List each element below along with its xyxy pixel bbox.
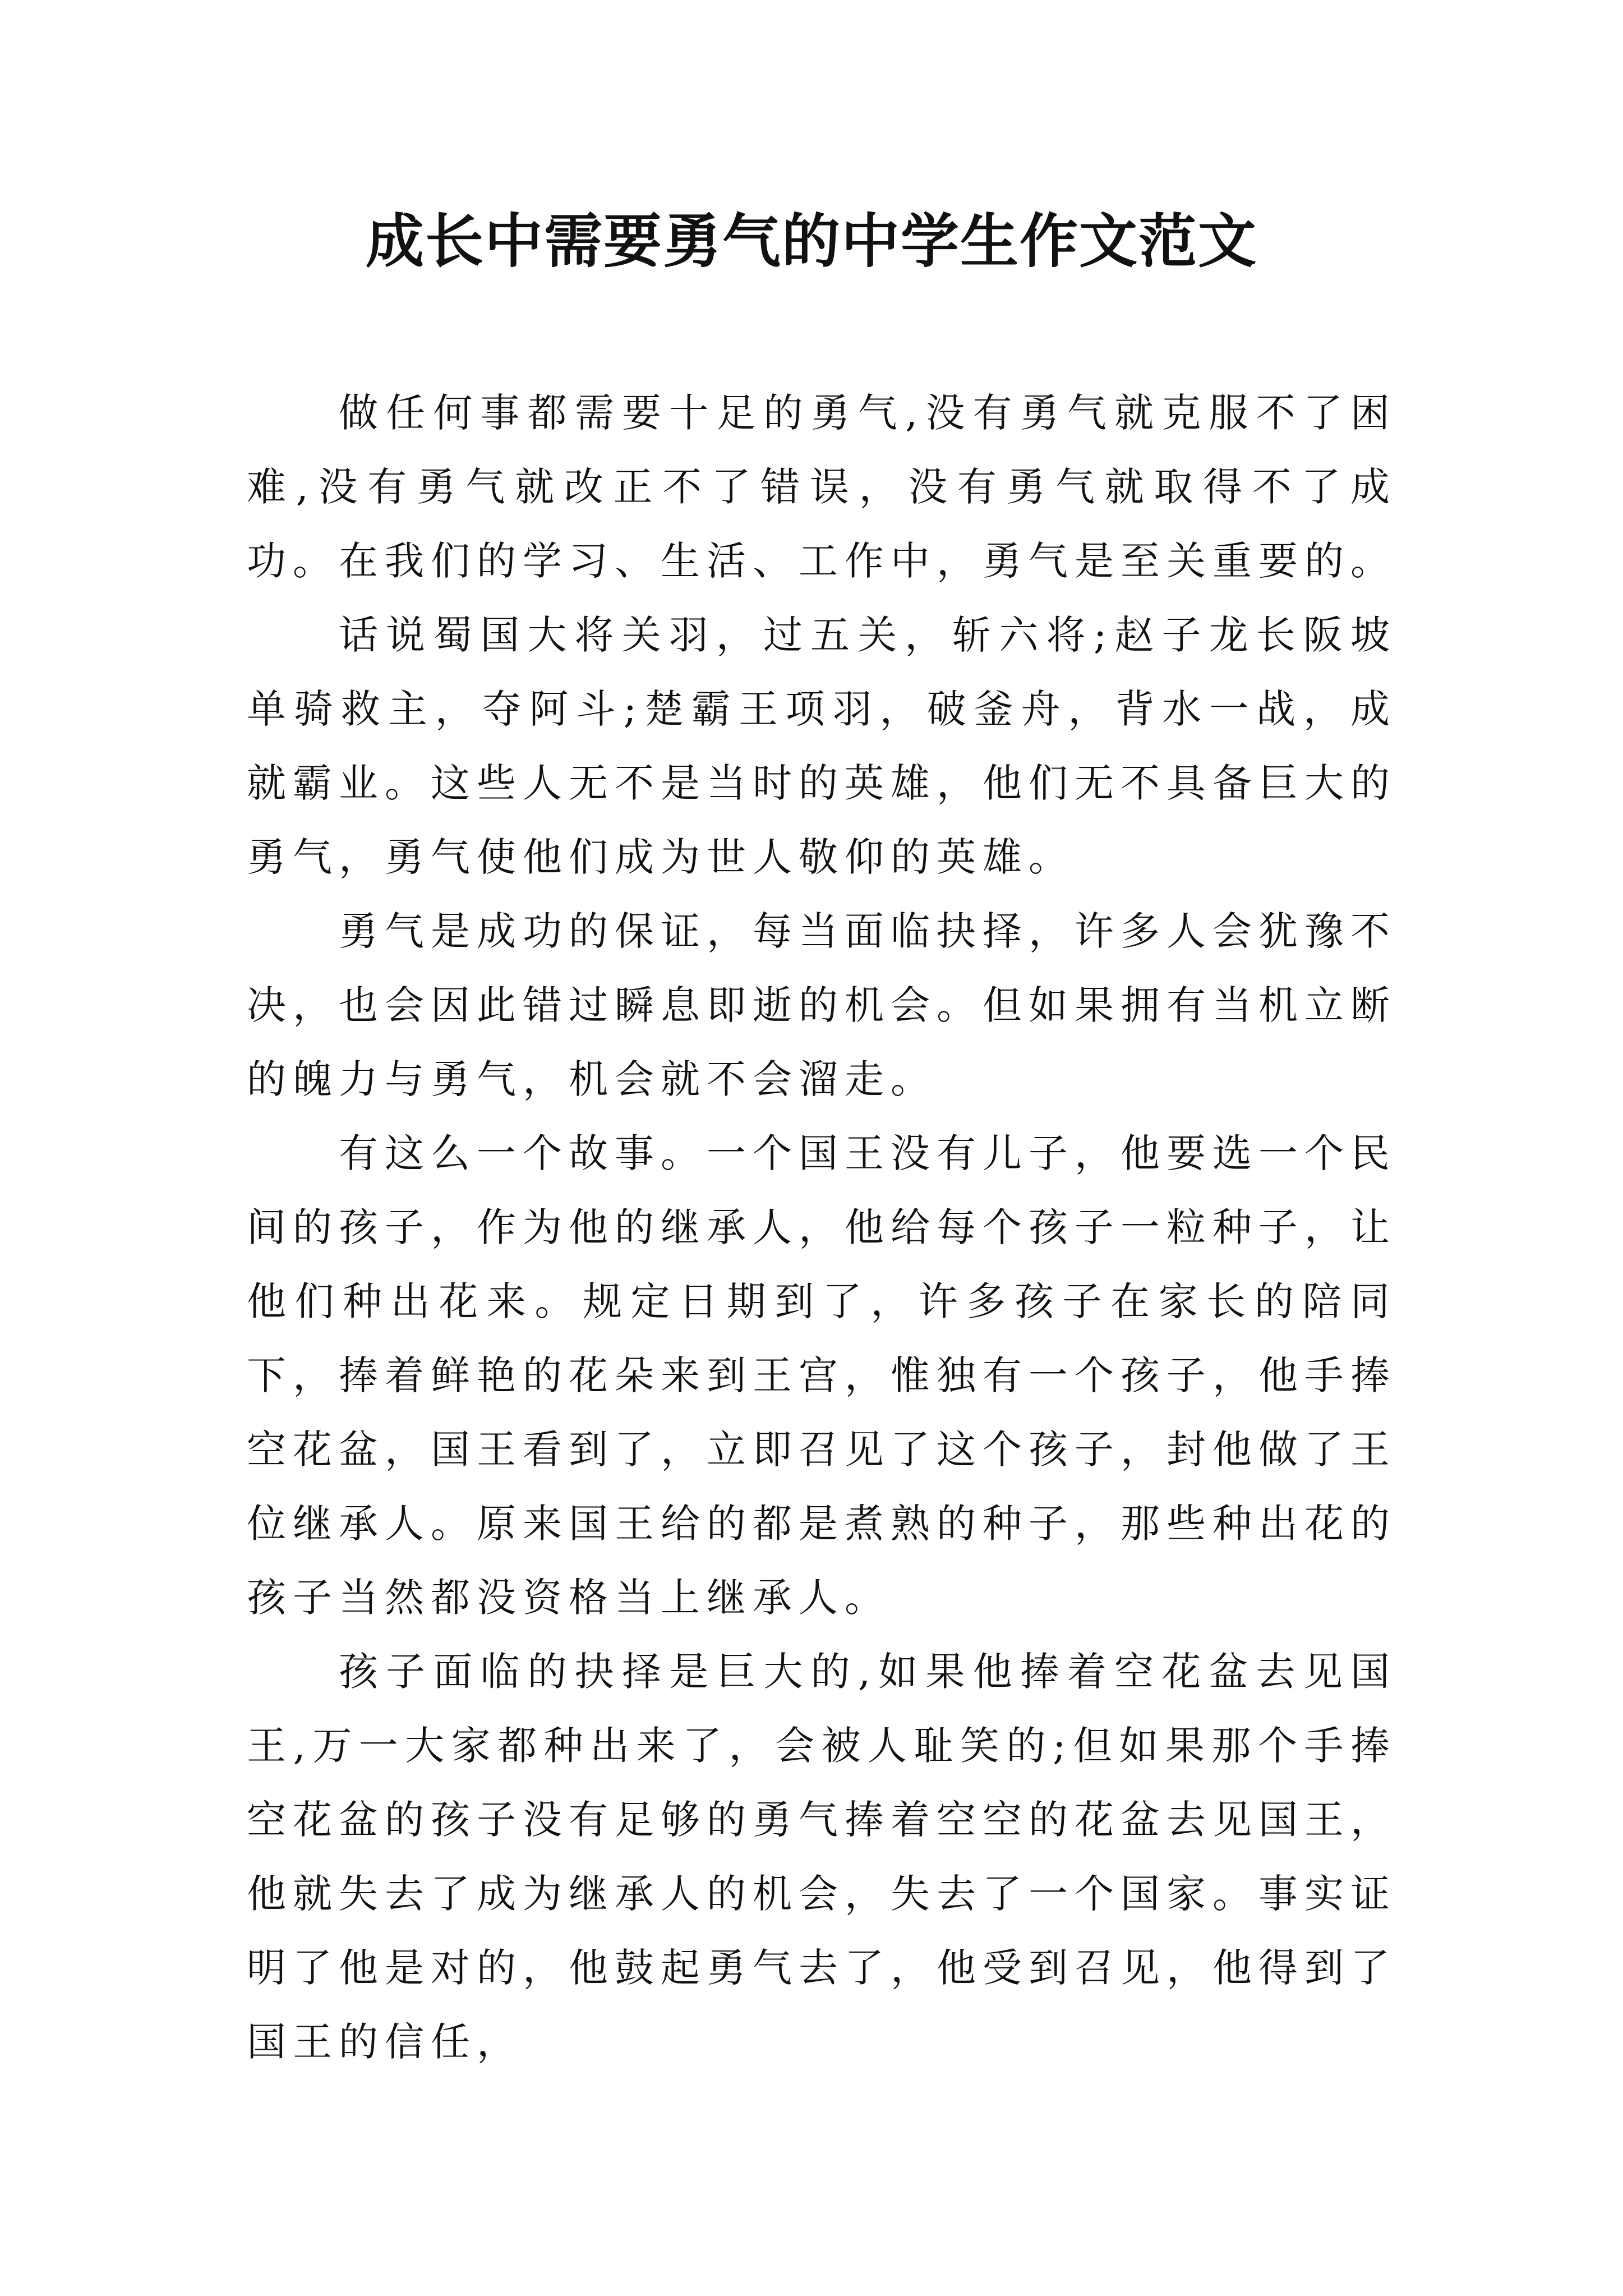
paragraph-4: 有这么一个故事。一个国王没有儿子，他要选一个民间的孩子，作为他的继承人，他给每个孩子一粒种子，让他们种出花来。规定日期到了，许多孩子在家长的陪同下，捧着鲜艳的花朵来到王宫，惟独有一个孩子，他手捧空花盆，国王看到了，立即召见了这个孩子，封他做了王位继承人。原来国王给的都是煮熟的种子，那些种出花的孩子当然都没资格当上继承人。 — [247, 1130, 1396, 1621]
paragraph-1: 做任何事都需要十足的勇气,没有勇气就克服不了困难,没有勇气就改正不了错误，没有勇气就取得不了成功。在我们的学习、生活、工作中，勇气是至关重要的。 — [247, 390, 1396, 584]
paragraph-2: 话说蜀国大将关羽，过五关，斩六将;赵子龙长阪坡单骑救主，夺阿斗;楚霸王项羽，破釜舟，背水一战，成就霸业。这些人无不是当时的英雄，他们无不具备巨大的勇气，勇气使他们成为世人敬仰的英雄。 — [247, 612, 1396, 880]
paragraph-5: 孩子面临的抉择是巨大的,如果他捧着空花盆去见国王,万一大家都种出来了，会被人耻笑的;但如果那个手捧空花盆的孩子没有足够的勇气捧着空空的花盆去见国王，他就失去了成为继承人的机会，失去了一个国家。事实证明了他是对的，他鼓起勇气去了，他受到召见，他得到了国王的信任， — [247, 1649, 1396, 2065]
paragraph-3: 勇气是成功的保证，每当面临抉择，许多人会犹豫不决，也会因此错过瞬息即逝的机会。但如果拥有当机立断的魄力与勇气，机会就不会溜走。 — [247, 908, 1396, 1102]
document-title: 成长中需要勇气的中学生作文范文 — [365, 206, 1257, 275]
document-body — [247, 376, 1396, 2079]
